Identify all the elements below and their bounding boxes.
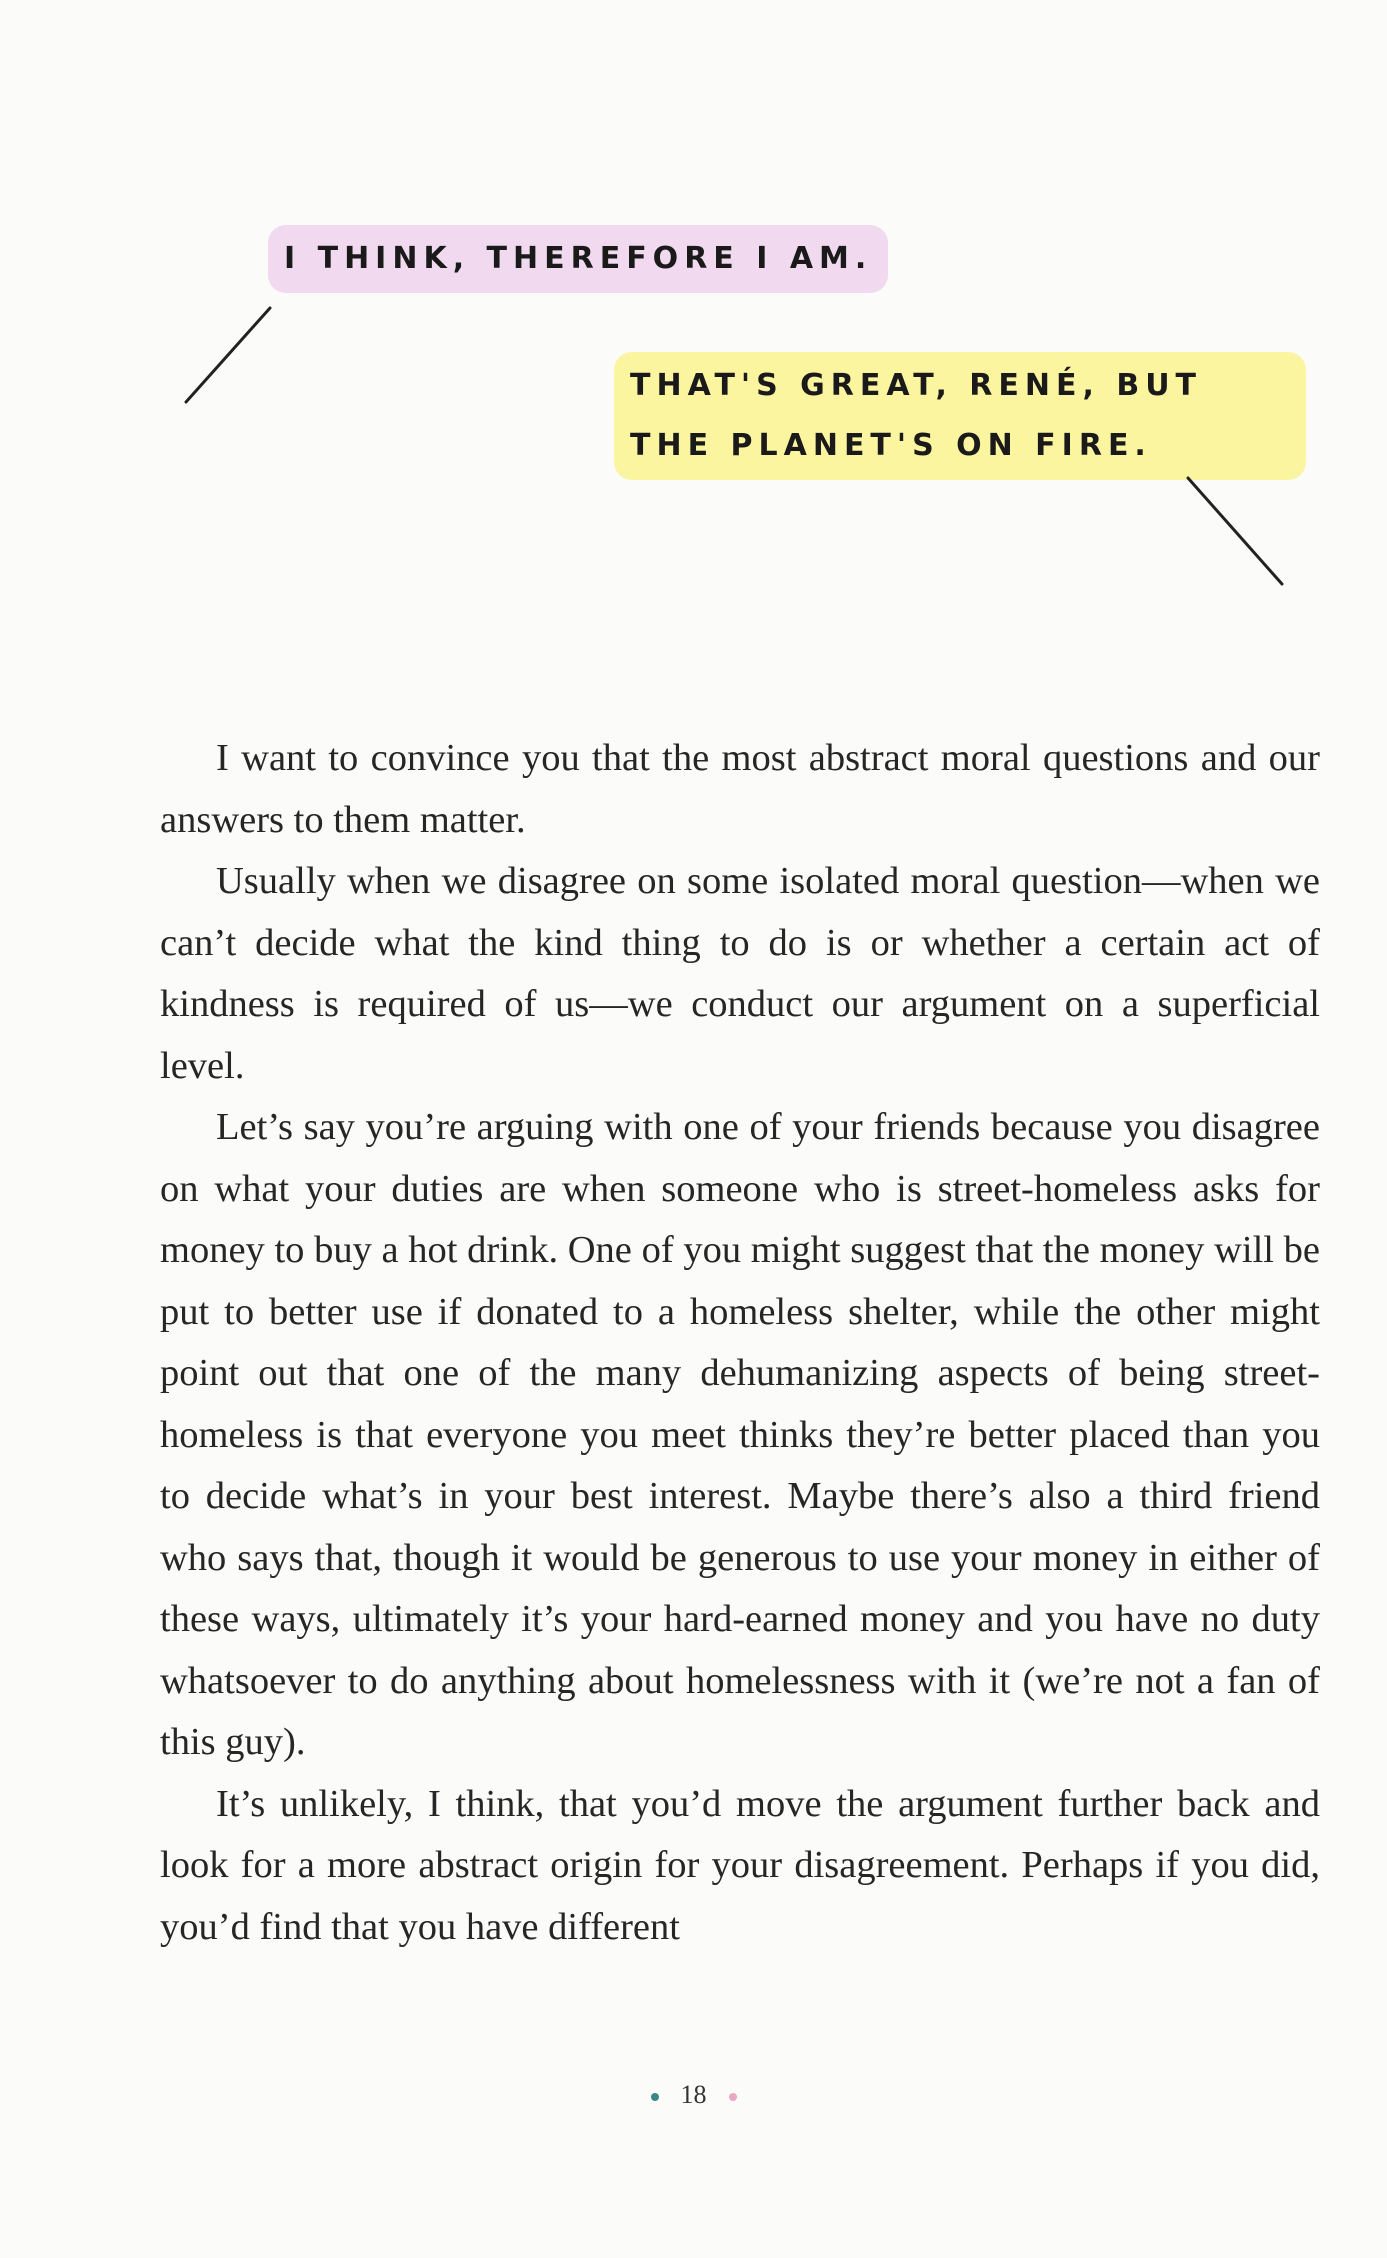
footer-dot-right-icon — [729, 2093, 737, 2101]
caption-descartes — [268, 225, 888, 293]
paragraph-4: It’s unlikely, I think, that you’d move the argument further back and look for a more abstract origin for your disagreement. Perhaps if you did, you’d find that you have different — [160, 1782, 1320, 1948]
page-number: 18 — [680, 2080, 707, 2109]
paragraph-1: I want to convince you that the most abstract moral questions and our answers to them matter. — [160, 737, 1320, 841]
caption-descartes-text: I THINK, THEREFORE I AM. — [284, 241, 873, 276]
caption-reply — [614, 352, 1306, 480]
leader-line-left — [186, 308, 270, 402]
paragraph-2: Usually when we disagree on some isolated moral question—when we can’t decide what the kind thing to do is or whether a certain act of kindness is required of us—we conduct our argument on a superficial level. — [160, 860, 1320, 1087]
page-footer — [0, 2080, 1387, 2110]
caption-reply-line-2: THE PLANET'S ON FIRE. — [630, 428, 1152, 463]
speech-leader-lines — [0, 0, 1387, 700]
leader-line-right — [1188, 478, 1282, 584]
body-text — [160, 728, 1320, 1958]
caption-reply-line-1: THAT'S GREAT, RENÉ, BUT — [630, 368, 1203, 403]
footer-dot-left-icon — [651, 2093, 659, 2101]
paragraph-3: Let’s say you’re arguing with one of your friends because you disagree on what your duties are when someone who is street-homeless asks for money to buy a hot drink. One of you might suggest that the money will be put to better use if donated to a homeless shelter, while the other might point out that one of the many dehumanizing aspects of being street-homeless is that everyone you meet thinks they’re better placed than you to decide what’s in your best interest. Maybe there’s also a third friend who says that, though it would be generous to use your money in either of these ways, ultimately it’s your hard-earned money and you have no duty whatsoever to do anything about homelessness with it (we’re not a fan of this guy). — [160, 1106, 1320, 1763]
